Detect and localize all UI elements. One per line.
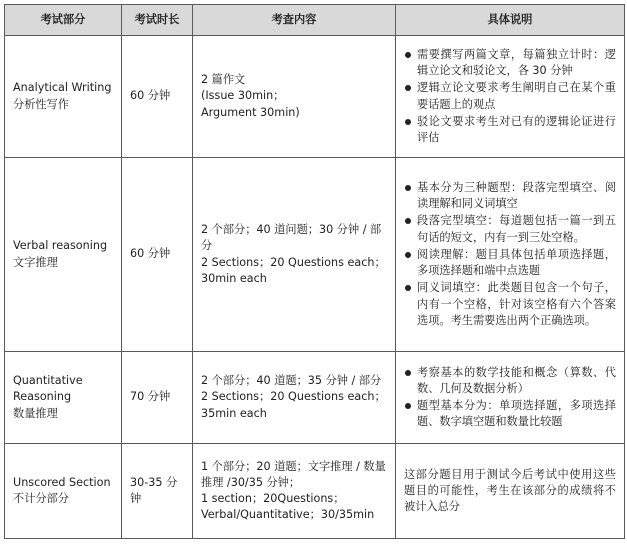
content-line: 2 篇作文 (201, 73, 246, 87)
details-cell (396, 36, 625, 158)
table-row (5, 158, 625, 352)
content-line: (Issue 30min； (201, 89, 285, 103)
content-line: Verbal/Quantitative；30/35min (201, 508, 375, 522)
duration-cell: 70 分钟 (122, 352, 193, 444)
detail-item: 考察基本的数学技能和概念（算数、代数、几何及数据分析） (404, 365, 616, 397)
section-name-en: Analytical Writing (13, 81, 112, 95)
section-cell (5, 444, 122, 539)
detail-item: 题型基本分为：单项选择题，多项选择题、数字填空题和数量比较题 (404, 398, 616, 430)
detail-item: 逻辑立论文要求考生阐明自己在某个重要话题上的观点 (404, 80, 616, 112)
detail-item: 需要撰写两篇文章，每篇独立计时：逻辑立论文和驳论文，各 30 分钟 (404, 47, 616, 79)
content-line: 1 section；20Questions； (201, 492, 345, 505)
detail-item: 驳论文要求考生对已有的逻辑论证进行评估 (404, 114, 616, 146)
section-cell (5, 158, 122, 352)
details-list (404, 47, 616, 146)
duration-cell: 30-35 分钟 (122, 444, 193, 539)
details-cell: 这部分题目用于测试今后考试中使用这些题目的可能性，考生在该部分的成绩将不被计入总分 (396, 444, 625, 539)
section-cell (5, 352, 122, 444)
detail-item: 同义词填空：此类题目包含一个句子，内有一个空格，针对该空格有六个答案选项。考生需要选出两个正确选项。 (404, 280, 616, 329)
content-line: 2 个部分；40 道问题；30 分钟 / 部分 (201, 223, 382, 253)
section-name-en: Quantitative Reasoning (13, 374, 83, 404)
content-cell (193, 352, 396, 444)
details-cell (396, 352, 625, 444)
header-duration: 考试时长 (122, 5, 193, 36)
details-list (404, 365, 616, 431)
section-name-zh: 数量推理 (13, 406, 58, 420)
gre-sections-table (4, 4, 625, 539)
content-line: 2 个部分；40 道题；35 分钟 / 部分 (201, 374, 382, 388)
detail-item: 段落完型填空：每道题包括一篇一到五句话的短文，内有一到三处空格。 (404, 213, 616, 245)
content-line: 2 Sections；20 Questions each；30min each (201, 255, 386, 285)
detail-item: 阅读理解：题目具体包括单项选择题，多项选择题和端中点选题 (404, 247, 616, 279)
header-row (5, 5, 625, 36)
table-row (5, 36, 625, 158)
details-cell (396, 158, 625, 352)
content-cell (193, 36, 396, 158)
section-name-zh: 分析性写作 (13, 97, 69, 111)
content-cell (193, 444, 396, 539)
section-name-en: Verbal reasoning (13, 239, 108, 253)
section-name-zh: 不计分部分 (13, 492, 69, 505)
section-name-zh: 文字推理 (13, 255, 58, 269)
table-row (5, 352, 625, 444)
content-line: Argument 30min) (201, 105, 300, 119)
header-content: 考查内容 (193, 5, 396, 36)
header-section: 考试部分 (5, 5, 122, 36)
details-list (404, 180, 616, 329)
section-name-en: Unscored Section (13, 475, 111, 489)
duration-cell: 60 分钟 (122, 36, 193, 158)
detail-item: 基本分为三种题型：段落完型填空、阅读理解和同义词填空 (404, 180, 616, 212)
content-line: 1 个部分；20 道题；文字推理 / 数量推理 /30/35 分钟； (201, 459, 386, 489)
content-cell (193, 158, 396, 352)
duration-cell: 60 分钟 (122, 158, 193, 352)
content-line: 2 Sections；20 Questions each；35min each (201, 390, 386, 420)
section-cell (5, 36, 122, 158)
header-details: 具体说明 (396, 5, 625, 36)
table-row (5, 444, 625, 539)
